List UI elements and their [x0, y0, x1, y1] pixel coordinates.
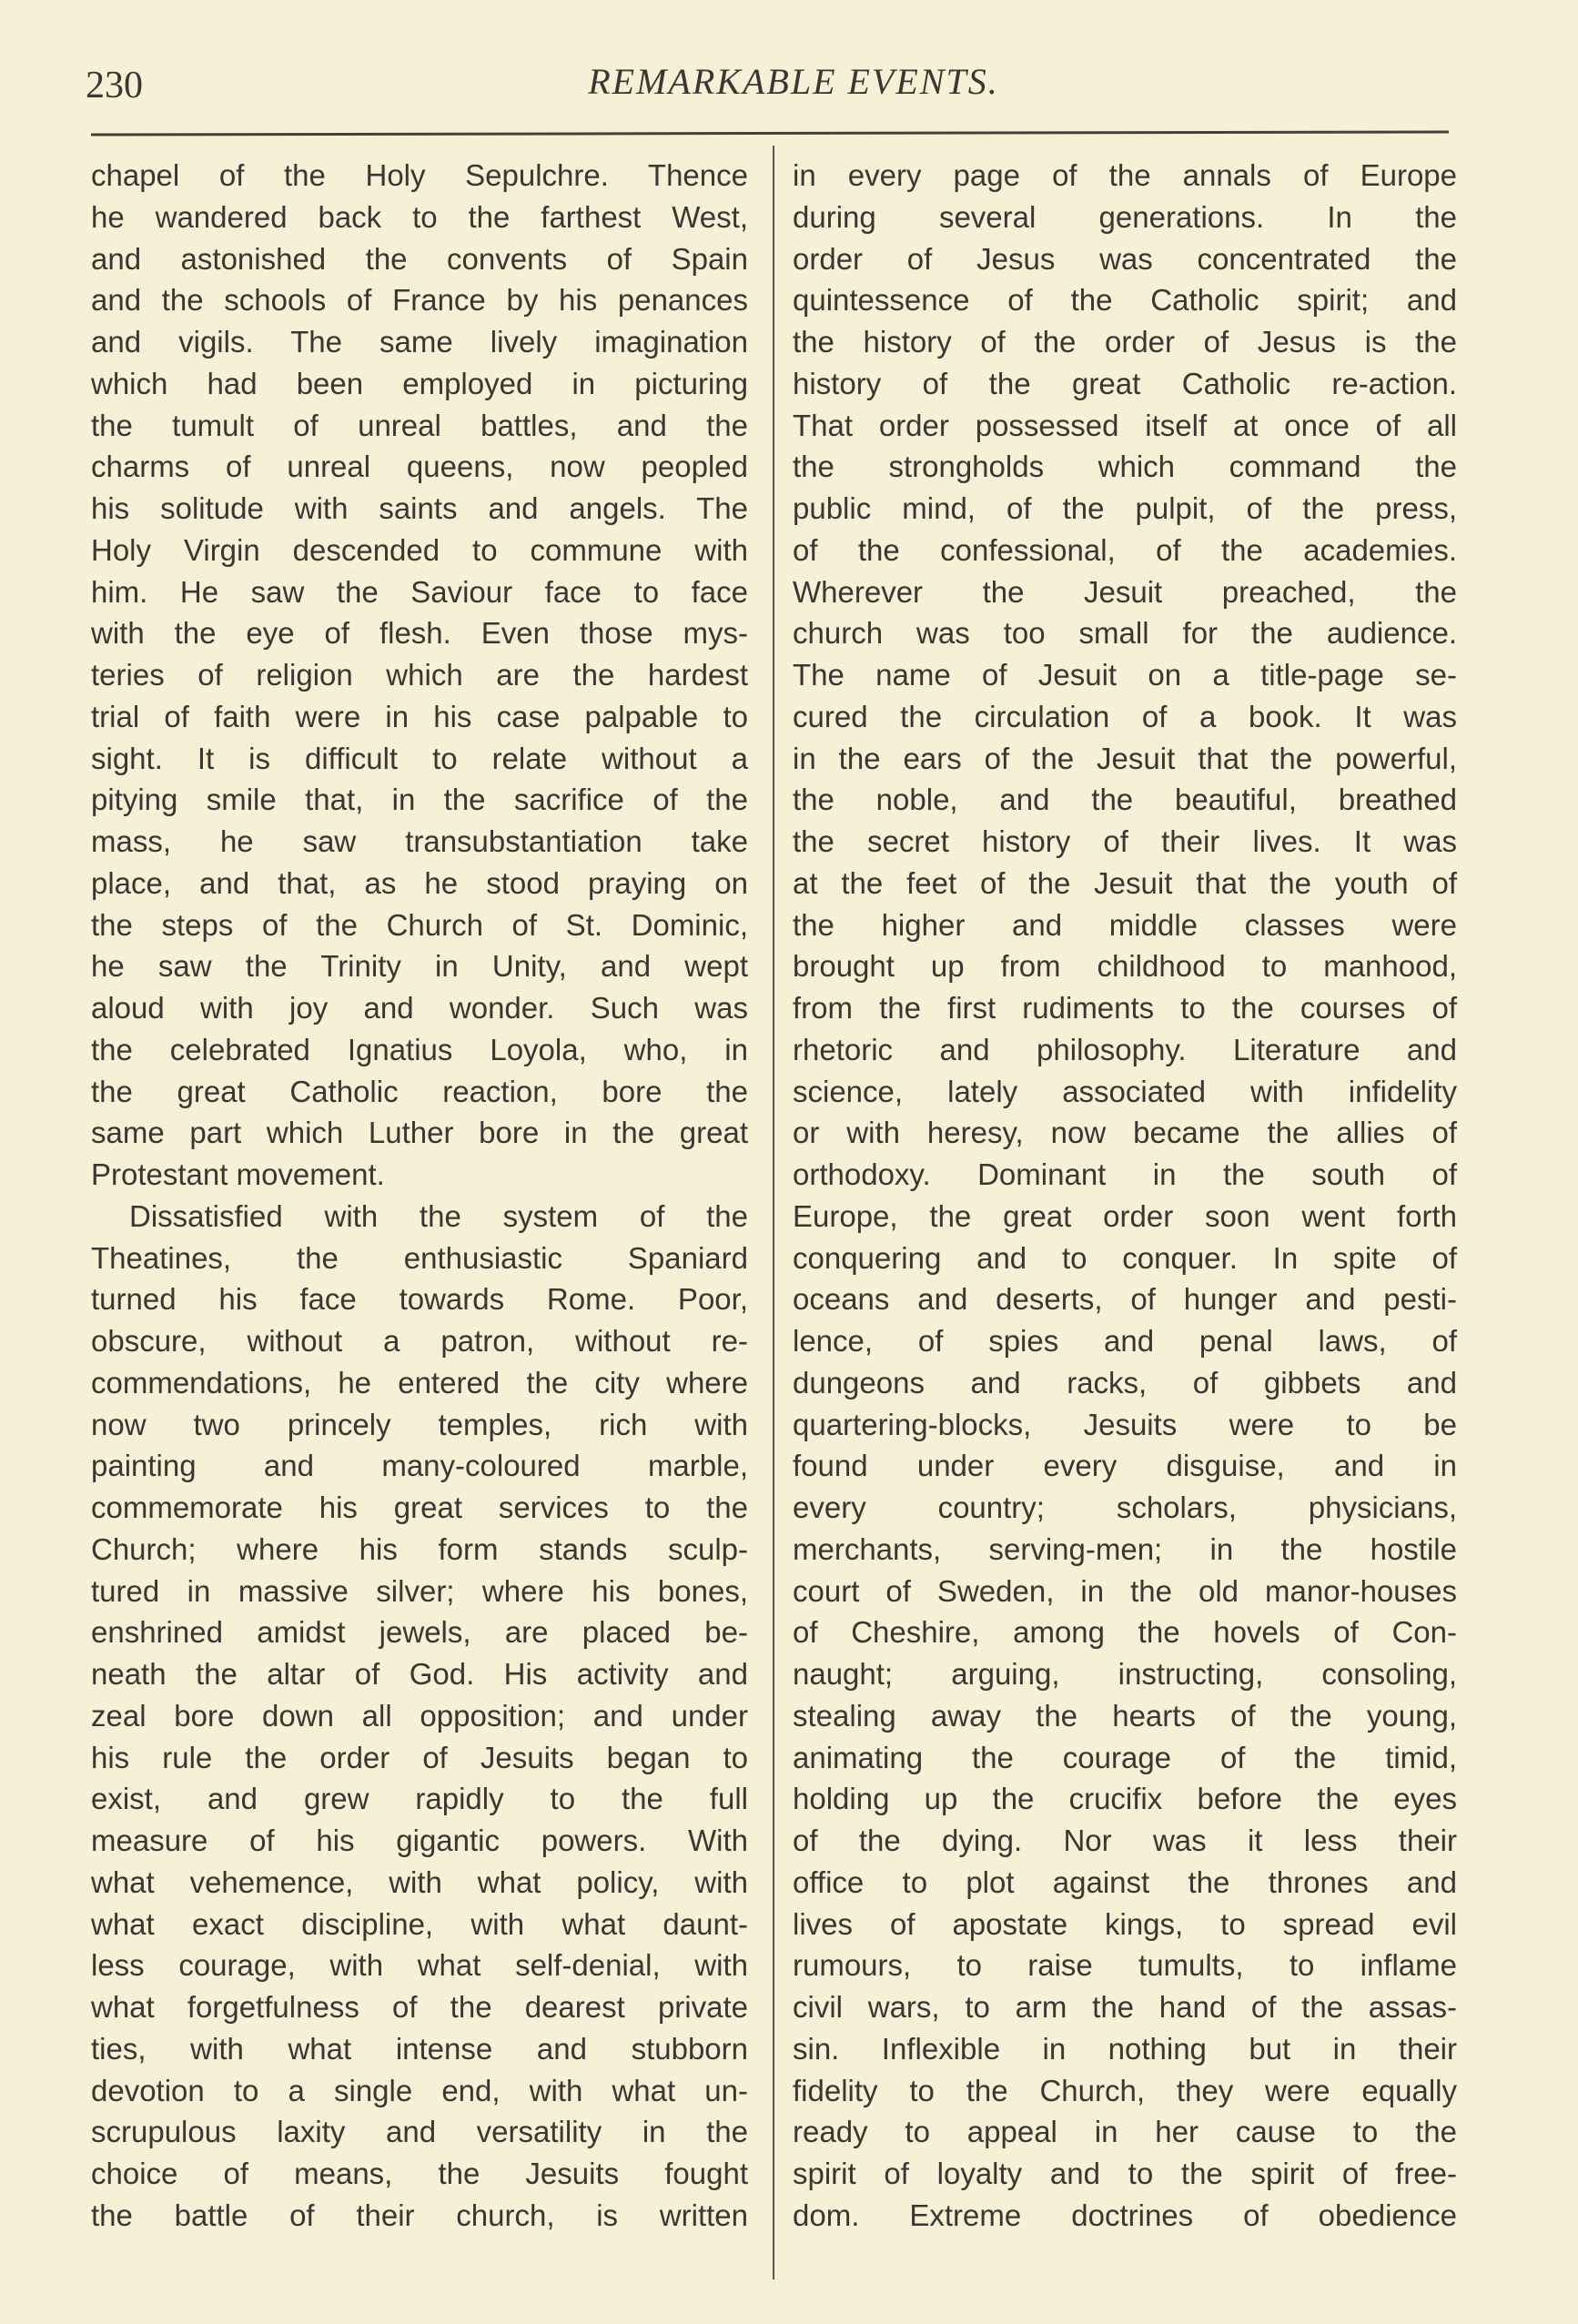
- text-line: rumours, to raise tumults, to inflame: [793, 1948, 1457, 1983]
- text-line: the history of the order of Jesus is the: [793, 325, 1457, 359]
- text-line: sin. Inflexible in nothing but in their: [793, 2031, 1457, 2066]
- text-line: The name of Jesuit on a title-page se-: [793, 658, 1457, 692]
- text-line: charms of unreal queens, now peopled: [91, 450, 748, 484]
- text-line: public mind, of the pulpit, of the press,: [793, 491, 1457, 525]
- page-number: 230: [86, 65, 143, 106]
- column-divider: [773, 146, 774, 2279]
- text-line: the steps of the Church of St. Dominic,: [91, 907, 748, 942]
- text-line: cured the circulation of a book. It was: [793, 699, 1457, 733]
- text-line: order of Jesus was concentrated the: [793, 241, 1457, 276]
- text-line: exist, and grew rapidly to the full: [91, 1782, 748, 1816]
- text-line: same part which Luther bore in the great: [91, 1116, 748, 1150]
- text-line: and astonished the convents of Spain: [91, 241, 748, 276]
- text-line: less courage, with what self-denial, with: [91, 1948, 748, 1983]
- text-line: quintessence of the Catholic spirit; and: [793, 283, 1457, 318]
- text-line: aloud with joy and wonder. Such was: [91, 991, 748, 1025]
- text-line: of the dying. Nor was it less their: [793, 1824, 1457, 1857]
- text-line: dungeons and racks, of gibbets and: [793, 1365, 1457, 1399]
- text-line: neath the altar of God. His activity and: [91, 1657, 748, 1691]
- text-line: now two princely temples, rich with: [91, 1407, 748, 1441]
- text-line: ties, with what intense and stubborn: [91, 2031, 748, 2066]
- text-line: lence, of spies and penal laws, of: [793, 1324, 1457, 1358]
- text-line: commendations, he entered the city where: [91, 1365, 748, 1399]
- text-line: his solitude with saints and angels. The: [91, 491, 748, 525]
- text-line: Europe, the great order soon went forth: [793, 1198, 1457, 1233]
- text-line: science, lately associated with infidelity: [793, 1074, 1457, 1108]
- text-line: conquering and to conquer. In spite of: [793, 1240, 1457, 1275]
- text-line: commemorate his great services to the: [91, 1490, 748, 1524]
- text-line: in the ears of the Jesuit that the powerful,: [793, 741, 1457, 775]
- text-line: Protestant movement.: [91, 1157, 385, 1191]
- text-line: naught; arguing, instructing, consoling,: [793, 1657, 1457, 1691]
- text-line: the higher and middle classes were: [793, 907, 1457, 942]
- paragraph: [91, 1196, 748, 2237]
- text-line: office to plot against the thrones and: [793, 1864, 1457, 1899]
- text-line: the great Catholic reaction, bore the: [91, 1074, 748, 1108]
- left-column: [91, 155, 748, 2237]
- text-line: choice of means, the Jesuits fought: [91, 2157, 748, 2190]
- text-line: Wherever the Jesuit preached, the: [793, 574, 1457, 609]
- text-line: him. He saw the Saviour face to face: [91, 574, 748, 609]
- text-line: of the confessional, of the academies.: [793, 532, 1457, 567]
- text-line: or with heresy, now became the allies of: [793, 1116, 1457, 1150]
- text-line: dom. Extreme doctrines of obedience: [793, 2198, 1457, 2232]
- text-line: stealing away the hearts of the young,: [793, 1698, 1457, 1733]
- header-rule: [91, 130, 1449, 136]
- text-line: obscure, without a patron, without re-: [91, 1324, 748, 1358]
- text-line: sight. It is difficult to relate without a: [91, 741, 748, 775]
- text-line: history of the great Catholic re-action.: [793, 366, 1457, 400]
- text-line: zeal bore down all opposition; and under: [91, 1698, 748, 1733]
- text-line: found under every disguise, and in: [793, 1449, 1457, 1483]
- text-line: ready to appeal in her cause to the: [793, 2115, 1457, 2149]
- text-line: church was too small for the audience.: [793, 616, 1457, 651]
- text-line: merchants, serving-men; in the hostile: [793, 1531, 1457, 1566]
- text-line: fidelity to the Church, they were equally: [793, 2073, 1457, 2107]
- text-line: during several generations. In the: [793, 199, 1457, 234]
- text-line: chapel of the Holy Sepulchre. Thence: [91, 158, 748, 192]
- text-line: Church; where his form stands sculp-: [91, 1531, 748, 1566]
- text-line: the celebrated Ignatius Loyola, who, in: [91, 1032, 748, 1066]
- text-line: scrupulous laxity and versatility in the: [91, 2115, 748, 2149]
- text-line: he wandered back to the farthest West,: [91, 199, 748, 234]
- text-line: turned his face towards Rome. Poor,: [91, 1282, 748, 1317]
- text-line: the strongholds which command the: [793, 450, 1457, 484]
- text-line: teries of religion which are the hardest: [91, 658, 748, 692]
- text-line: in every page of the annals of Europe: [793, 158, 1457, 192]
- text-line: holding up the crucifix before the eyes: [793, 1782, 1457, 1816]
- running-title: REMARKABLE EVENTS.: [588, 61, 999, 102]
- text-line: at the feet of the Jesuit that the youth of: [793, 865, 1457, 900]
- text-line: of Cheshire, among the hovels of Con-: [793, 1615, 1457, 1650]
- text-line: the battle of their church, is written: [91, 2198, 748, 2232]
- paragraph: [91, 155, 748, 1196]
- text-line: rhetoric and philosophy. Literature and: [793, 1032, 1457, 1066]
- text-line: pitying smile that, in the sacrifice of the: [91, 783, 748, 817]
- text-line: place, and that, as he stood praying on: [91, 865, 748, 900]
- text-line: with the eye of flesh. Even those mys-: [91, 616, 748, 651]
- text-line: what vehemence, with what policy, with: [91, 1864, 748, 1899]
- text-line: Theatines, the enthusiastic Spaniard: [91, 1240, 748, 1275]
- text-line: Holy Virgin descended to commune with: [91, 532, 748, 567]
- text-line: what exact discipline, with what daunt-: [91, 1906, 748, 1941]
- text-line: every country; scholars, physicians,: [793, 1490, 1457, 1524]
- text-line: civil wars, to arm the hand of the assas-: [793, 1990, 1457, 2024]
- text-line: which had been employed in picturing: [91, 366, 748, 400]
- text-line: painting and many-coloured marble,: [91, 1449, 748, 1483]
- text-line: lives of apostate kings, to spread evil: [793, 1906, 1457, 1941]
- text-line: what forgetfulness of the dearest private: [91, 1990, 748, 2024]
- text-line: brought up from childhood to manhood,: [793, 949, 1457, 984]
- text-line: tured in massive silver; where his bones,: [91, 1573, 748, 1608]
- text-line: the noble, and the beautiful, breathed: [793, 783, 1457, 817]
- text-line: animating the courage of the timid,: [793, 1740, 1457, 1774]
- text-line: spirit of loyalty and to the spirit of free-: [793, 2157, 1457, 2190]
- text-line: quartering-blocks, Jesuits were to be: [793, 1407, 1457, 1441]
- text-line: That order possessed itself at once of all: [793, 408, 1457, 442]
- text-line: mass, he saw transubstantiation take: [91, 824, 748, 858]
- text-line: his rule the order of Jesuits began to: [91, 1740, 748, 1774]
- right-column: [793, 155, 1457, 2237]
- text-line: court of Sweden, in the old manor-houses: [793, 1573, 1457, 1608]
- text-line: devotion to a single end, with what un-: [91, 2073, 748, 2107]
- text-line: he saw the Trinity in Unity, and wept: [91, 949, 748, 984]
- text-line: enshrined amidst jewels, are placed be-: [91, 1615, 748, 1650]
- text-line: trial of faith were in his case palpable to: [91, 699, 748, 733]
- text-line: the tumult of unreal battles, and the: [91, 408, 748, 442]
- text-line: the secret history of their lives. It was: [793, 824, 1457, 858]
- text-line: Dissatisfied with the system of the: [129, 1198, 748, 1233]
- text-line: oceans and deserts, of hunger and pesti-: [793, 1282, 1457, 1317]
- text-line: orthodoxy. Dominant in the south of: [793, 1157, 1457, 1191]
- text-line: measure of his gigantic powers. With: [91, 1824, 748, 1857]
- text-line: and vigils. The same lively imagination: [91, 325, 748, 359]
- text-line: from the first rudiments to the courses of: [793, 991, 1457, 1025]
- paragraph: [793, 155, 1457, 2237]
- text-line: and the schools of France by his penances: [91, 283, 748, 318]
